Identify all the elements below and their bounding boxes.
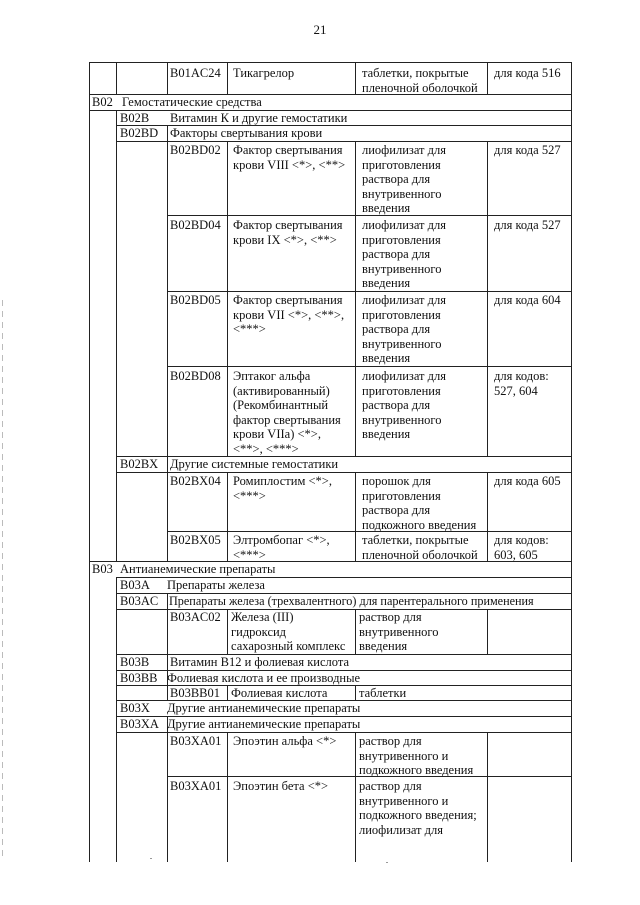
table-rule: [167, 62, 168, 94]
table-rule: [487, 62, 488, 94]
atc-code: B02BD: [120, 126, 159, 140]
table-rule: [167, 456, 168, 472]
table-rule: [167, 609, 168, 654]
atc-code: B03BB: [120, 671, 158, 685]
code-note: для кода 527: [494, 218, 561, 232]
page-number: 21: [313, 22, 327, 37]
table-rule: [167, 125, 168, 141]
dosage-form: раствор для внутривенного и подкожного введения: [359, 734, 474, 778]
atc-code: B03AC02: [170, 610, 221, 624]
drug-name: Элтромбопаг <*>, <***>: [233, 533, 330, 562]
table-rule: [227, 472, 228, 561]
code-note: для кода 605: [494, 474, 561, 488]
group-title: Антианемические препараты: [120, 562, 276, 576]
dosage-form: лиофилизат для приготовления раствора для внутривенного введения: [362, 218, 446, 291]
atc-code: B02BD08: [170, 369, 221, 383]
group-title: Другие антианемические препараты: [167, 701, 361, 715]
atc-code: B03XA: [120, 717, 159, 731]
table-rule: [167, 654, 168, 670]
table-rule: [89, 62, 90, 862]
atc-code: B02BD04: [170, 218, 221, 232]
atc-code: B02: [92, 95, 113, 109]
group-title: Гемостатические средства: [122, 95, 262, 109]
table-rule: [487, 472, 488, 561]
atc-code: B01AC24: [170, 66, 221, 80]
atc-code: B02B: [120, 111, 150, 125]
table-rule: [116, 110, 117, 561]
table-rule: [116, 732, 571, 733]
drug-name: Фолиевая кислота: [231, 686, 328, 700]
table-rule: [355, 732, 356, 862]
table-rule: [227, 685, 228, 700]
table-rule: [487, 732, 488, 862]
table-rule: [167, 141, 168, 456]
drug-name: Железа (III) гидроксид сахарозный комплекс: [231, 610, 346, 654]
group-title: Другие антианемические препараты: [167, 717, 361, 731]
dosage-form: таблетки, покрытые пленочной оболочкой: [362, 533, 478, 562]
table-rule: [487, 141, 488, 456]
group-title: Витамин B12 и фолиевая кислота: [170, 655, 349, 669]
code-note: для кодов: 603, 605: [494, 533, 549, 562]
dosage-form: раствор для внутривенного введения: [359, 610, 439, 654]
group-title: Другие системные гемостатики: [170, 457, 339, 471]
drug-name: Фактор свертывания крови VIII <*>, <**>: [233, 143, 346, 172]
atc-code: B02BX04: [170, 474, 221, 488]
table-rule: [571, 62, 572, 862]
drug-name: Тикагрелор: [233, 66, 295, 80]
group-title: Препараты железа: [167, 578, 265, 592]
drug-name: Эпоэтин бета <*>: [233, 779, 329, 793]
table-rule: [355, 685, 356, 700]
table-rule: [355, 609, 356, 654]
atc-code: B03B: [120, 655, 150, 669]
group-title: Фолиевая кислота и ее производные: [167, 671, 361, 685]
group-title: Витамин К и другие гемостатики: [170, 111, 348, 125]
table-rule: [227, 141, 228, 456]
table-rule: [116, 141, 571, 142]
code-note: для кода 527: [494, 143, 561, 157]
table-rule: [167, 716, 168, 862]
table-rule: [116, 577, 117, 862]
dosage-form: лиофилизат для приготовления раствора для внутривенного введения: [362, 293, 446, 366]
atc-code: B02BX: [120, 457, 159, 471]
table-rule: [89, 62, 571, 63]
table-rule: [116, 62, 117, 94]
dosage-form: лиофилизат для приготовления раствора для внутривенного введения: [362, 143, 446, 216]
atc-code: B03AC: [120, 594, 159, 608]
atc-code: B03: [92, 562, 113, 576]
dosage-form: таблетки: [359, 686, 407, 700]
table-rule: [355, 472, 356, 561]
drug-name: Эптаког альфа (активированный) (Рекомбинантный фактор свертывания крови VIIa) <*>, <**>, <***>: [233, 369, 341, 456]
code-note: для кодов: 527, 604: [494, 369, 549, 398]
table-rule: [227, 609, 228, 654]
table-rule: [116, 472, 571, 473]
table-rule: [227, 732, 228, 862]
atc-code: B02BX05: [170, 533, 221, 547]
table-rule: [167, 593, 168, 609]
table-rule: [355, 62, 356, 94]
atc-code: B03XA01: [170, 779, 222, 793]
group-title: Препараты железа (трехвалентного) для парентерального применения: [169, 594, 534, 608]
dosage-form: лиофилизат для приготовления раствора для внутривенного введения: [362, 369, 446, 442]
drug-name: Ромиплостим <*>, <***>: [233, 474, 332, 503]
dosage-form: таблетки, покрытые пленочной оболочкой: [362, 66, 478, 95]
drug-name: Эпоэтин альфа <*>: [233, 734, 337, 748]
table-rule: [167, 472, 168, 561]
code-note: для кода 604: [494, 293, 561, 307]
table-rule: [487, 609, 488, 654]
atc-code: B03A: [120, 578, 150, 592]
atc-code: B03BB01: [170, 686, 221, 700]
drug-name: Фактор свертывания крови VII <*>, <**>, <***>: [233, 293, 345, 337]
atc-code: B02BD02: [170, 143, 221, 157]
atc-code: B03X: [120, 701, 150, 715]
dosage-form: порошок для приготовления раствора для подкожного введения: [362, 474, 477, 532]
atc-code: B02BD05: [170, 293, 221, 307]
table-rule: [227, 62, 228, 94]
drug-name: Фактор свертывания крови IX <*>, <**>: [233, 218, 343, 247]
table-rule: [355, 141, 356, 456]
code-note: для кода 516: [494, 66, 561, 80]
atc-code: B03XA01: [170, 734, 222, 748]
dosage-form: раствор для внутривенного и подкожного введения; лиофилизат для: [359, 779, 477, 837]
group-title: Факторы свертывания крови: [170, 126, 323, 140]
